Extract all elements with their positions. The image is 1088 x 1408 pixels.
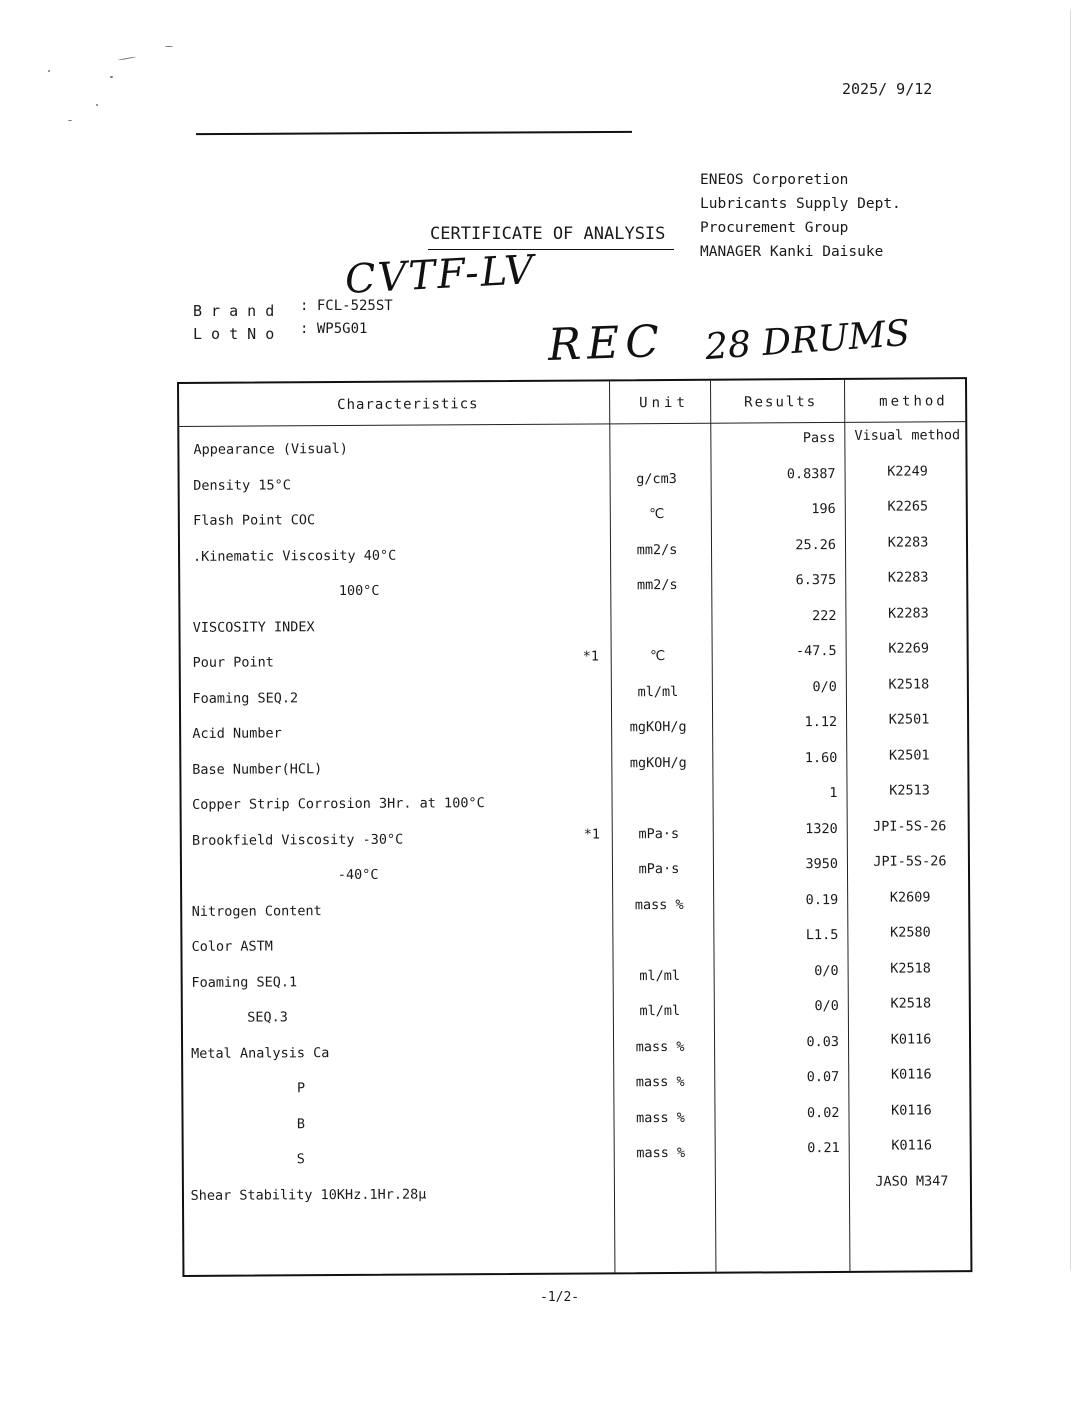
characteristic-cell: S — [296, 1151, 305, 1168]
result-cell: 6.375 — [795, 571, 837, 589]
method-cell: K2518 — [890, 995, 932, 1012]
result-cell: 3950 — [805, 855, 839, 873]
unit-cell: mass % — [636, 1144, 686, 1162]
characteristic-cell: Brookfield Viscosity -30°C — [191, 831, 404, 849]
characteristic-cell: .Kinematic Viscosity 40°C — [192, 547, 397, 565]
header-unit: Unit — [639, 394, 689, 412]
characteristic-cell: Density 15°C — [193, 476, 291, 494]
result-cell: -47.5 — [795, 642, 837, 660]
table-frame — [177, 377, 972, 1277]
page-number: -1/2- — [540, 1290, 580, 1305]
result-cell: 0.19 — [805, 891, 839, 908]
method-cell: K2265 — [887, 498, 929, 515]
unit-cell: ℃ — [650, 648, 666, 665]
company-group: Procurement Group — [700, 220, 849, 236]
unit-cell: mass % — [636, 1109, 685, 1126]
method-cell: K2283 — [887, 569, 929, 586]
method-cell: K2283 — [888, 604, 929, 622]
method-cell: K2609 — [889, 888, 931, 906]
unit-cell: mass % — [634, 896, 684, 913]
characteristic-cell: P — [296, 1080, 306, 1097]
characteristic-cell: Appearance (Visual) — [193, 440, 348, 458]
result-cell: 0/0 — [814, 962, 839, 979]
unit-cell: ml/ml — [637, 683, 679, 700]
header-method: method — [879, 393, 948, 410]
unit-cell: ml/ml — [639, 967, 680, 984]
company-name: ENEOS Corporetion — [700, 172, 849, 188]
characteristic-cell: Nitrogen Content — [191, 902, 322, 920]
method-cell: K0116 — [890, 1066, 932, 1083]
characteristic-cell: Acid Number — [192, 725, 282, 742]
scan-speck — [118, 56, 136, 60]
characteristic-cell: SEQ.3 — [247, 1009, 288, 1026]
analysis-table — [177, 382, 969, 1279]
result-cell: 0.03 — [806, 1033, 840, 1050]
unit-cell: mm2/s — [636, 541, 678, 558]
header-divider — [179, 421, 965, 427]
result-cell: 0/0 — [812, 678, 837, 695]
result-cell: Pass — [802, 429, 836, 447]
brand-label: B r a n d — [193, 302, 275, 320]
method-cell: K0116 — [891, 1101, 932, 1119]
method-cell: JPI-5S-26 — [873, 853, 947, 870]
unit-cell: ml/ml — [639, 1002, 681, 1020]
unit-cell: ℃ — [649, 506, 665, 523]
result-cell: 0.8387 — [786, 465, 836, 482]
handwritten-received: REC — [547, 315, 666, 372]
result-cell: 0.07 — [806, 1068, 840, 1086]
method-cell: K2249 — [887, 462, 928, 480]
result-cell: 1 — [829, 784, 838, 802]
handwritten-product: CVTF-LV — [343, 247, 537, 303]
characteristic-cell: Shear Stability 10KHz.1Hr.28μ — [190, 1185, 427, 1204]
unit-cell: mPa·s — [638, 825, 680, 842]
result-cell: 0.21 — [807, 1139, 840, 1157]
characteristic-cell: Flash Point COC — [193, 512, 316, 529]
scan-speck — [48, 70, 50, 72]
method-cell: K2513 — [889, 782, 930, 799]
header-results: Results — [744, 394, 818, 411]
lot-label: L o t N o — [193, 325, 275, 343]
result-cell: 0.02 — [806, 1104, 840, 1121]
scan-edge-line — [1070, 10, 1071, 1270]
characteristic-cell: Foaming SEQ.2 — [192, 689, 299, 707]
result-cell: L1.5 — [805, 926, 839, 944]
unit-cell: mass % — [635, 1073, 685, 1091]
result-cell: 1.12 — [804, 713, 838, 731]
method-cell: K2283 — [887, 533, 929, 551]
characteristic-cell: B — [296, 1115, 306, 1132]
lot-value: : WP5G01 — [300, 321, 368, 337]
document-date: 2025/ 9/12 — [842, 80, 933, 98]
method-cell: JPI-5S-26 — [873, 817, 947, 835]
company-dept: Lubricants Supply Dept. — [700, 196, 901, 212]
unit-cell: mPa·s — [638, 860, 680, 878]
method-cell: K2501 — [888, 711, 930, 728]
method-cell: JASO M347 — [875, 1172, 949, 1190]
characteristic-cell: Base Number(HCL) — [192, 760, 323, 778]
header-characteristics: Characteristics — [337, 396, 479, 414]
method-cell: K2501 — [888, 746, 930, 764]
method-cell: Visual method — [854, 427, 961, 444]
characteristic-cell: VISCOSITY INDEX — [192, 618, 315, 636]
characteristic-cell: Pour Point — [192, 654, 274, 671]
unit-cell: g/cm3 — [636, 470, 677, 487]
unit-cell: mgKOH/g — [629, 754, 687, 771]
scan-speck — [165, 46, 173, 47]
document-title: CERTIFICATE OF ANALYSIS — [430, 224, 666, 244]
characteristic-cell: -40°C — [337, 866, 379, 884]
unit-cell: mgKOH/g — [629, 718, 687, 736]
handwritten-drums: 28 DRUMS — [703, 312, 912, 369]
characteristic-cell: Foaming SEQ.1 — [191, 973, 298, 991]
characteristic-cell: Copper Strip Corrosion 3Hr. at 100°C — [192, 795, 485, 813]
result-cell: 25.26 — [795, 536, 837, 553]
result-cell: 222 — [811, 607, 837, 624]
signature-rule — [196, 131, 632, 135]
method-cell: K0116 — [891, 1137, 933, 1154]
result-cell: 1320 — [805, 820, 838, 837]
company-manager: MANAGER Kanki Daisuke — [700, 244, 884, 260]
footnote-mark: *1 — [583, 825, 601, 843]
footnote-mark: *1 — [582, 648, 599, 665]
result-cell: 1.60 — [804, 749, 838, 766]
method-cell: K2518 — [890, 959, 931, 977]
method-cell: K2269 — [888, 640, 930, 657]
method-cell: K2518 — [888, 675, 930, 693]
scan-speck — [110, 76, 113, 78]
scan-speck — [96, 104, 98, 106]
company-block — [700, 168, 901, 264]
brand-value: : FCL-525ST — [300, 298, 393, 314]
method-cell: K2580 — [890, 924, 931, 941]
result-cell: 196 — [811, 500, 836, 518]
unit-cell: mm2/s — [636, 576, 678, 594]
table-row — [184, 1172, 974, 1224]
characteristic-cell: Metal Analysis Ca — [191, 1044, 330, 1062]
scan-speck — [68, 120, 72, 121]
method-cell: K0116 — [890, 1030, 932, 1048]
unit-cell — [611, 435, 701, 436]
result-cell: 0/0 — [814, 997, 839, 1015]
characteristic-cell: Color ASTM — [191, 938, 273, 955]
unit-cell: mass % — [635, 1038, 685, 1055]
characteristic-cell: 100°C — [338, 582, 380, 600]
